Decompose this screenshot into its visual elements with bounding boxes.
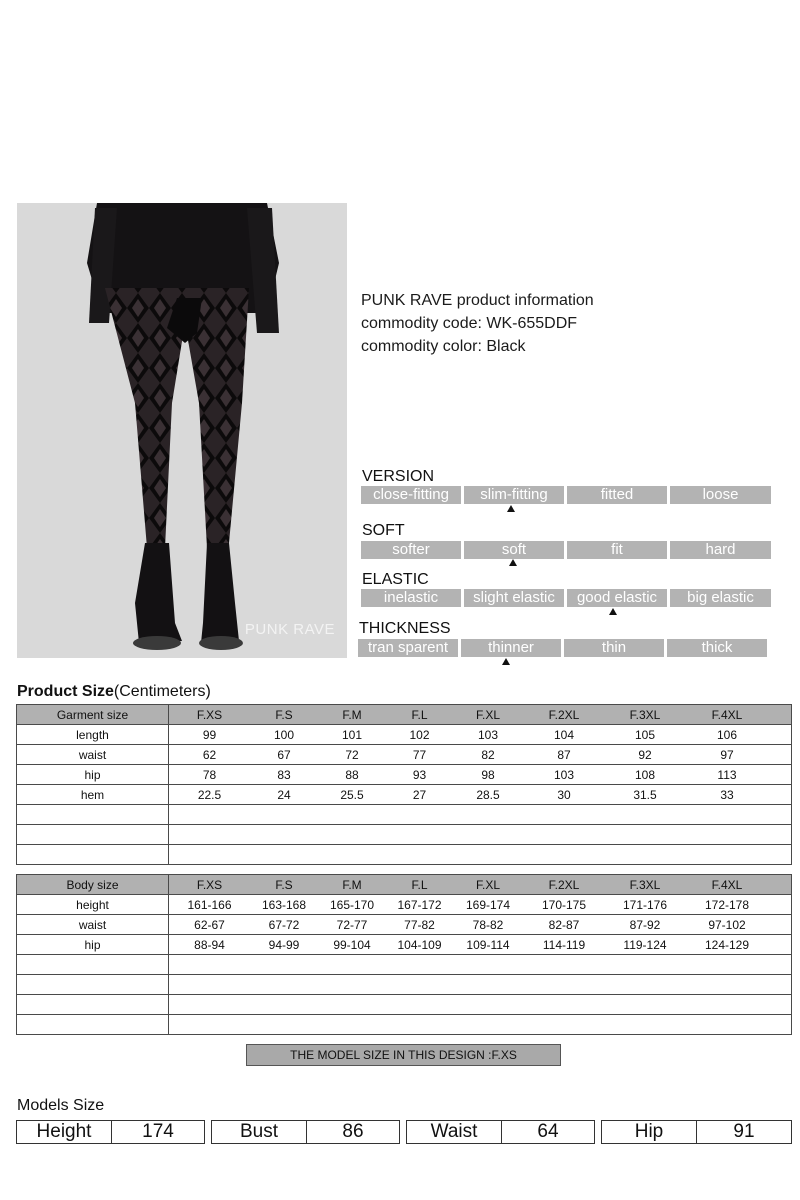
row-values bbox=[169, 785, 792, 805]
info-line-color: commodity color: Black bbox=[361, 338, 526, 355]
models-size-title: Models Size bbox=[17, 1097, 105, 1114]
table-row bbox=[17, 765, 792, 785]
scale-option: inelastic bbox=[361, 589, 461, 607]
scale-option: hard bbox=[670, 541, 771, 559]
scale-option: big elastic bbox=[670, 589, 771, 607]
cell: 98 bbox=[481, 767, 495, 782]
info-line-brand: PUNK RAVE product information bbox=[361, 292, 594, 309]
cell: 99 bbox=[202, 727, 217, 742]
size-header: F.3XL bbox=[629, 877, 661, 892]
row-values bbox=[169, 745, 792, 765]
empty-cell bbox=[169, 955, 792, 975]
product-size-heading bbox=[17, 683, 211, 701]
cell: 94-99 bbox=[268, 937, 300, 952]
models-label-waist: Waist bbox=[406, 1120, 502, 1144]
cell: 97-102 bbox=[708, 917, 746, 932]
empty-cell bbox=[17, 995, 169, 1015]
table-header-sizes bbox=[169, 705, 792, 725]
models-size-row bbox=[16, 1120, 792, 1144]
scale-option: fitted bbox=[567, 486, 667, 504]
cell: 97 bbox=[720, 747, 734, 762]
body-size-table bbox=[16, 874, 792, 1035]
row-label: waist bbox=[17, 745, 169, 765]
cell: 72-77 bbox=[336, 917, 368, 932]
cell: 170-175 bbox=[541, 897, 587, 912]
cell: 78 bbox=[202, 767, 217, 782]
size-header: F.L bbox=[411, 877, 428, 892]
cell: 113 bbox=[717, 767, 737, 782]
product-info bbox=[361, 289, 594, 358]
cell: 27 bbox=[412, 787, 427, 802]
info-line-code: commodity code: WK-655DDF bbox=[361, 315, 578, 332]
product-size-unit: (Centimeters) bbox=[113, 683, 211, 700]
empty-row bbox=[17, 825, 792, 845]
cell: 93 bbox=[412, 767, 427, 782]
scale-title-soft: SOFT bbox=[362, 522, 405, 539]
size-header: F.XS bbox=[196, 707, 223, 722]
row-label: length bbox=[17, 725, 169, 745]
scale-option: close-fitting bbox=[361, 486, 461, 504]
row-values bbox=[169, 895, 792, 915]
cell: 72 bbox=[345, 747, 359, 762]
row-values bbox=[169, 915, 792, 935]
cell: 105 bbox=[634, 727, 656, 742]
size-header: F.M bbox=[342, 877, 362, 892]
empty-row bbox=[17, 975, 792, 995]
empty-cell bbox=[169, 995, 792, 1015]
scale-marker-soft bbox=[509, 559, 517, 566]
size-header: F.XS bbox=[196, 877, 223, 892]
models-value-hip: 91 bbox=[696, 1120, 792, 1144]
cell: 31.5 bbox=[633, 787, 657, 802]
row-values bbox=[169, 725, 792, 745]
cell: 100 bbox=[273, 727, 295, 742]
cell: 114-119 bbox=[542, 937, 586, 952]
empty-cell bbox=[169, 1015, 792, 1035]
cell: 77-82 bbox=[404, 917, 435, 932]
table-row bbox=[17, 785, 792, 805]
garment-size-table bbox=[16, 704, 792, 865]
row-label: hip bbox=[17, 935, 169, 955]
scale-option: softer bbox=[361, 541, 461, 559]
empty-row bbox=[17, 845, 792, 865]
cell: 25.5 bbox=[340, 787, 364, 802]
row-label: waist bbox=[17, 915, 169, 935]
cell: 87 bbox=[557, 747, 571, 762]
table-row bbox=[17, 745, 792, 765]
table-row bbox=[17, 935, 792, 955]
cell: 104-109 bbox=[397, 937, 442, 952]
scale-option: thinner bbox=[461, 639, 561, 657]
cell: 109-114 bbox=[466, 937, 510, 952]
scale-option: thick bbox=[667, 639, 767, 657]
scale-marker-thickness bbox=[502, 658, 510, 665]
watermark: PUNK RAVE bbox=[244, 621, 335, 638]
empty-cell bbox=[17, 975, 169, 995]
cell: 28.5 bbox=[476, 787, 500, 802]
row-values bbox=[169, 935, 792, 955]
cell: 171-176 bbox=[622, 897, 668, 912]
size-header: F.2XL bbox=[548, 877, 580, 892]
model-legs-illustration bbox=[17, 203, 347, 658]
empty-row bbox=[17, 1015, 792, 1035]
cell: 77 bbox=[412, 747, 427, 762]
models-value-bust: 86 bbox=[306, 1120, 400, 1144]
cell: 102 bbox=[409, 727, 430, 742]
table-row bbox=[17, 895, 792, 915]
scale-option: soft bbox=[464, 541, 564, 559]
empty-cell bbox=[17, 955, 169, 975]
cell: 82-87 bbox=[548, 917, 580, 932]
cell: 106 bbox=[716, 727, 738, 742]
scale-option: slim-fitting bbox=[464, 486, 564, 504]
models-label-bust: Bust bbox=[211, 1120, 307, 1144]
size-header: F.L bbox=[411, 707, 428, 722]
cell: 22.5 bbox=[197, 787, 222, 802]
size-header: F.4XL bbox=[711, 707, 743, 722]
cell: 24 bbox=[277, 787, 291, 802]
row-values bbox=[169, 765, 792, 785]
cell: 172-178 bbox=[704, 897, 750, 912]
size-header: F.2XL bbox=[548, 707, 580, 722]
size-header: F.XL bbox=[475, 707, 500, 722]
cell: 87-92 bbox=[629, 917, 661, 932]
models-value-waist: 64 bbox=[501, 1120, 595, 1144]
cell: 161-166 bbox=[187, 897, 232, 912]
product-size-title: Product Size bbox=[17, 683, 114, 700]
size-header: F.S bbox=[275, 877, 293, 892]
row-label: hip bbox=[17, 765, 169, 785]
empty-cell bbox=[169, 805, 792, 825]
empty-cell bbox=[17, 825, 169, 845]
empty-cell bbox=[169, 975, 792, 995]
product-photo bbox=[17, 203, 347, 658]
cell: 30 bbox=[557, 787, 571, 802]
empty-cell bbox=[169, 825, 792, 845]
cell: 165-170 bbox=[329, 897, 375, 912]
table-row bbox=[17, 915, 792, 935]
table-header-row bbox=[17, 875, 792, 895]
cell: 88-94 bbox=[194, 937, 225, 952]
cell: 108 bbox=[634, 767, 656, 782]
empty-cell bbox=[169, 845, 792, 865]
empty-row bbox=[17, 955, 792, 975]
cell: 119-124 bbox=[623, 937, 667, 952]
cell: 167-172 bbox=[397, 897, 442, 912]
scale-marker-elastic bbox=[609, 608, 617, 615]
model-size-note: THE MODEL SIZE IN THIS DESIGN :F.XS bbox=[246, 1044, 561, 1066]
size-header: F.3XL bbox=[629, 707, 661, 722]
scale-option: fit bbox=[567, 541, 667, 559]
table-row bbox=[17, 725, 792, 745]
size-header: F.XL bbox=[475, 877, 500, 892]
cell: 88 bbox=[345, 767, 359, 782]
cell: 62 bbox=[202, 747, 217, 762]
models-label-height: Height bbox=[16, 1120, 112, 1144]
size-header: F.4XL bbox=[711, 877, 743, 892]
table-header-row bbox=[17, 705, 792, 725]
size-header: F.S bbox=[275, 707, 293, 722]
row-label: hem bbox=[17, 785, 169, 805]
empty-cell bbox=[17, 805, 169, 825]
row-label: height bbox=[17, 895, 169, 915]
cell: 124-129 bbox=[704, 937, 750, 952]
cell: 83 bbox=[277, 767, 291, 782]
cell: 101 bbox=[341, 727, 363, 742]
models-label-hip: Hip bbox=[601, 1120, 697, 1144]
table-header-label: Body size bbox=[17, 875, 169, 895]
table-header-sizes bbox=[169, 875, 792, 895]
cell: 103 bbox=[477, 727, 499, 742]
scale-option: slight elastic bbox=[464, 589, 564, 607]
cell: 92 bbox=[638, 747, 652, 762]
models-value-height: 174 bbox=[111, 1120, 205, 1144]
empty-cell bbox=[17, 1015, 169, 1035]
scale-option: thin bbox=[564, 639, 664, 657]
scale-option: loose bbox=[670, 486, 771, 504]
cell: 82 bbox=[481, 747, 495, 762]
cell: 99-104 bbox=[333, 937, 371, 952]
scale-title-version: VERSION bbox=[362, 468, 435, 485]
size-header: F.M bbox=[342, 707, 362, 722]
cell: 62-67 bbox=[194, 917, 225, 932]
empty-row bbox=[17, 805, 792, 825]
table-header-label: Garment size bbox=[17, 705, 169, 725]
cell: 103 bbox=[553, 767, 575, 782]
scale-title-thickness: THICKNESS bbox=[359, 620, 451, 637]
empty-row bbox=[17, 995, 792, 1015]
cell: 163-168 bbox=[261, 897, 307, 912]
cell: 169-174 bbox=[465, 897, 511, 912]
empty-cell bbox=[17, 845, 169, 865]
cell: 104 bbox=[553, 727, 575, 742]
scale-option: tran sparent bbox=[358, 639, 458, 657]
scale-option: good elastic bbox=[567, 589, 667, 607]
scale-marker-version bbox=[507, 505, 515, 512]
cell: 67-72 bbox=[268, 917, 300, 932]
cell: 67 bbox=[277, 747, 291, 762]
scale-title-elastic: ELASTIC bbox=[362, 571, 429, 588]
cell: 78-82 bbox=[472, 917, 504, 932]
cell: 33 bbox=[720, 787, 734, 802]
